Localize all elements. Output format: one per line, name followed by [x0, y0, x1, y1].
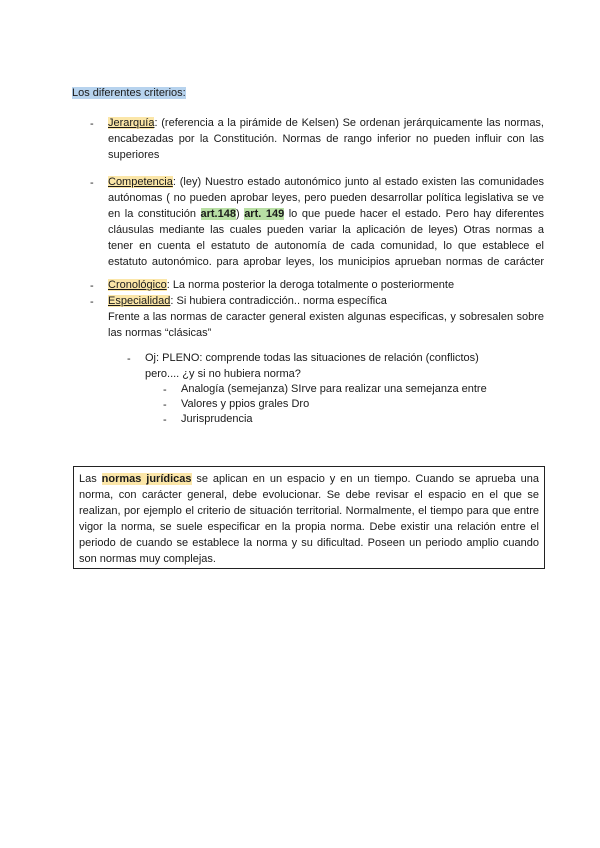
- competencia-line-2: autónomas ( no pueden aprobar leyes, pero pueden desarrollar política legislativa se ve: [108, 192, 544, 204]
- box-line-4: vigor la norma, se suele especificar en la propia norma. Debe existir una relación entre el: [79, 521, 539, 533]
- article-148-highlight: art.148: [200, 208, 236, 220]
- bullet-dash: -: [90, 118, 94, 130]
- normas-juridicas-box: [73, 466, 545, 569]
- jerarquia-line-3: superiores: [108, 149, 160, 161]
- sub-item-valores: Valores y ppios grales Dro: [181, 398, 310, 410]
- criterion-especialidad: Especialidad: Si hubiera contradicción.. norma específica Frente a las normas de caracter general existen algunas especificas, y sobresalen sobre las normas “clásicas”: [108, 295, 544, 339]
- sub-item-jurisprudencia: Jurisprudencia: [181, 413, 253, 425]
- especialidad-term: Especialidad: [108, 295, 171, 307]
- criterion-jerarquia: [108, 115, 544, 163]
- bullet-dash: -: [163, 399, 167, 411]
- bullet-dash: -: [163, 384, 167, 396]
- especialidad-line-2: Frente a las normas de caracter general existen algunas especificas, y sobresalen sobre: [108, 311, 544, 323]
- article-149-highlight: art. 149: [244, 208, 285, 220]
- sub-line-2: pero.... ¿y si no hubiera norma?: [145, 368, 301, 380]
- bullet-dash: -: [163, 414, 167, 426]
- box-line-3: realizan, por ejemplo el criterio de situación territorial. Normalmente, el tiempo para que entre: [79, 505, 539, 517]
- competencia-line-3: en la constitución art.148) art. 149 lo que puede hacer el estado. Pero hay diferentes: [108, 208, 544, 220]
- normas-juridicas-term: normas jurídicas: [101, 473, 192, 485]
- heading-text: Los diferentes criterios:: [72, 87, 186, 99]
- competencia-line-1: Competencia: (ley) Nuestro estado autonómico junto al estado existen las comunidades: [108, 176, 544, 188]
- box-line-6: son normas muy complejas.: [79, 553, 216, 565]
- jerarquia-term: Jerarquía: [108, 117, 155, 129]
- section-heading: [72, 86, 186, 100]
- bullet-dash: -: [90, 177, 94, 189]
- competencia-line-6: estatuto autonómico. para aprobar leyes, los municipios aprueban normas de carácter: [108, 256, 544, 268]
- sub-line-1: Oj: PLENO: comprende todas las situaciones de relación (conflictos): [145, 352, 479, 364]
- criterion-competencia: [108, 174, 544, 270]
- competencia-line-4: cláusulas mediante las cuales pueden variar la aplicación de leyes) Otras normas a: [108, 224, 544, 236]
- jerarquia-line-2: encabezadas por la Constitución. Normas de rango inferior no pueden influir con las: [108, 133, 544, 145]
- box-line-2: norma, con carácter general, debe evolucionar. Se debe revisar el espacio en el que se: [79, 489, 539, 501]
- jerarquia-line-1: Jerarquía: (referencia a la pirámide de Kelsen) Se ordenan jerárquicamente las normas,: [108, 117, 544, 129]
- cronologico-term: Cronológico: [108, 279, 167, 291]
- competencia-term: Competencia: [108, 176, 173, 188]
- sub-item-analogia: Analogía (semejanza) SIrve para realizar una semejanza entre: [181, 383, 487, 395]
- criterion-cronologico: Cronológico: La norma posterior la deroga totalmente o posteriormente: [108, 279, 455, 291]
- bullet-dash: -: [90, 280, 94, 292]
- box-line-1: Las normas jurídicas se aplican en un espacio y en un tiempo. Cuando se aprueba una: [79, 473, 539, 485]
- box-line-5: periodo de cuando se establece la norma y su dificultad. Poseen un periodo amplio cuando: [79, 537, 539, 549]
- competencia-line-5: tener en cuenta el estatuto de autonomía de cada comunidad, lo que establece el: [108, 240, 544, 252]
- bullet-dash: -: [127, 353, 131, 365]
- especialidad-line-3: las normas “clásicas”: [108, 327, 212, 339]
- bullet-dash: -: [90, 296, 94, 308]
